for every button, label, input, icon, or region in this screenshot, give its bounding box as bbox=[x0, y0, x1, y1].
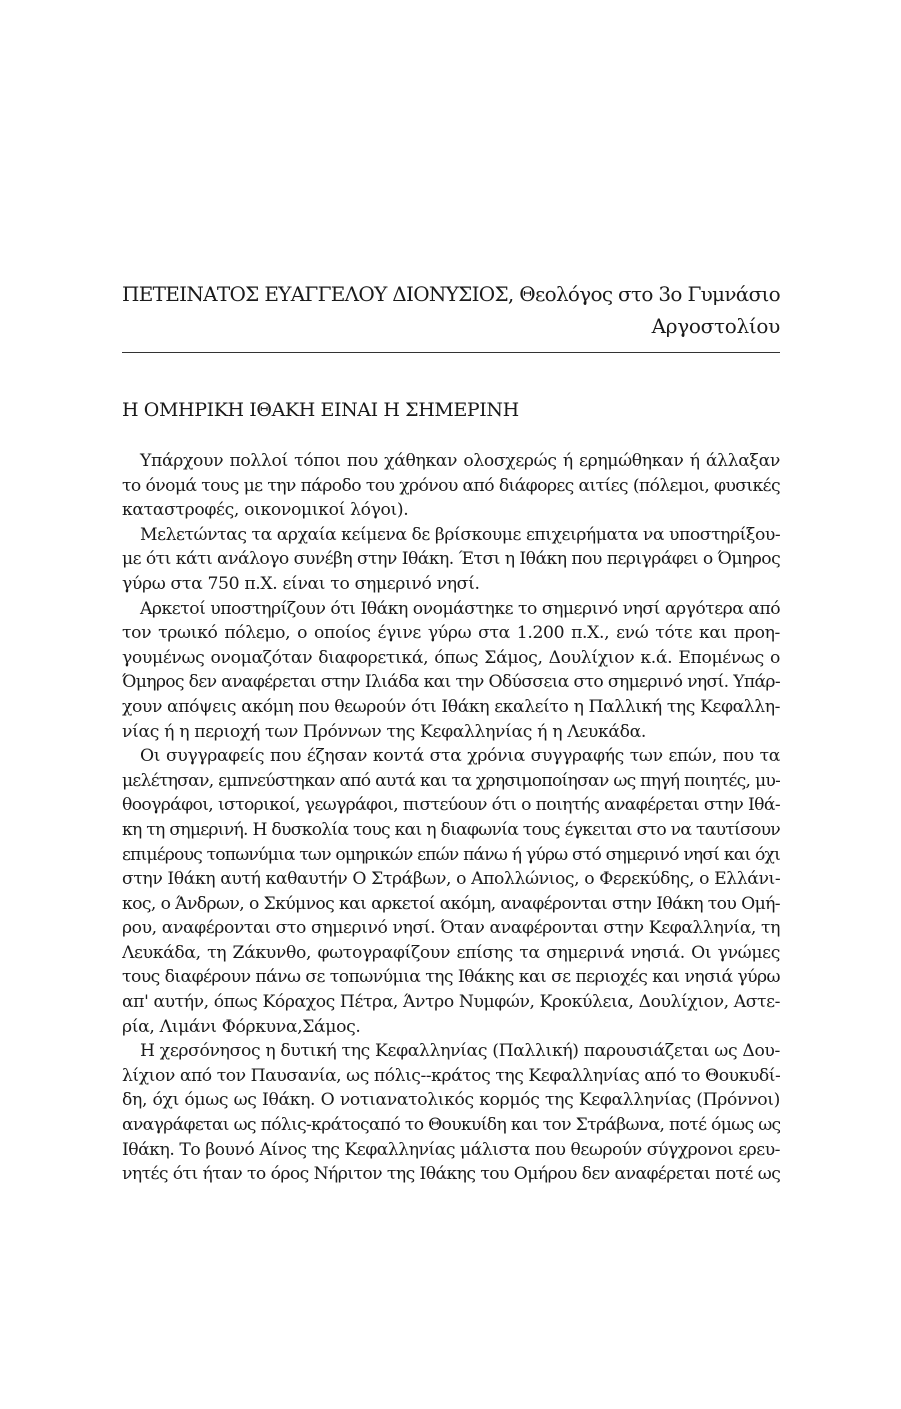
text-line: λίχιον από τον Παυσανία, ως πόλις--κράτος της Κεφαλληνίας από το Θουκυδί- bbox=[122, 1065, 780, 1086]
text-line: γύρω στα 750 π.Χ. είναι το σημερινό νησί. bbox=[122, 573, 480, 594]
text-line: ρία, Λιμάνι Φόρκυνα,Σάμος. bbox=[122, 1016, 361, 1037]
text-line: με ότι κάτι ανάλογο συνέβη στην Ιθάκη. Έτσι η Ιθάκη που περιγράφει ο Όμηρος bbox=[122, 549, 780, 570]
text-line: αναγράφεται ως πόλις-κράτοςαπό το Θουκυίδη και τον Στράβωνα, ποτέ όμως ως bbox=[122, 1115, 780, 1136]
text-line: Όμηρος δεν αναφέρεται στην Ιλιάδα και την Οδύσσεια στο σημερινό νησί. Υπάρ- bbox=[122, 672, 780, 693]
text-line: στην Ιθάκη αυτή καθαυτήν Ο Στράβων, ο Απολλώνιος, ο Φερεκύδης, ο Ελλάνι- bbox=[122, 869, 780, 890]
text-line: Αρκετοί υποστηρίζουν ότι Ιθάκη ονομάστηκε το σημερινό νησί αργότερα από bbox=[140, 598, 780, 619]
author-affiliation: Αργοστολίου bbox=[651, 314, 780, 338]
article-title: Η ΟΜΗΡΙΚΗ ΙΘΑΚΗ ΕΙΝΑΙ Η ΣΗΜΕΡΙΝΗ bbox=[122, 399, 519, 421]
text-line: Οι συγγραφείς που έζησαν κοντά στα χρόνια συγγραφής των επών, που τα bbox=[140, 746, 780, 767]
text-line: νητές ότι ήταν το όρος Νήριτον της Ιθάκης του Ομήρου δεν αναφέρεται ποτέ ως bbox=[122, 1164, 780, 1185]
text-line: Μελετώντας τα αρχαία κείμενα δε βρίσκουμε επιχειρήματα να υποστηρίξου- bbox=[140, 524, 780, 545]
document-page bbox=[122, 278, 780, 1187]
article-body bbox=[122, 449, 780, 1187]
text-line: γουμένως ονομαζόταν διαφορετικά, όπως Σάμος, Δουλίχιον κ.ά. Επομένως ο bbox=[122, 647, 780, 668]
header-divider bbox=[122, 352, 780, 353]
text-line: τον τρωικό πόλεμο, ο οποίος έγινε γύρω στα 1.200 π.Χ., ενώ τότε και προη- bbox=[122, 623, 780, 644]
text-line: τους διαφέρουν πάνω σε τοπωνύμια της Ιθάκης και σε περιοχές και νησιά γύρω bbox=[122, 967, 780, 988]
text-line: απ' αυτήν, όπως Κόραχος Πέτρα, Άντρο Νυμφών, Κροκύλεια, Δουλίχιον, Αστε- bbox=[122, 992, 780, 1013]
text-line: καταστροφές, οικονομικοί λόγοι). bbox=[122, 500, 409, 521]
text-line: το όνομά τους με την πάροδο του χρόνου από διάφορες αιτίες (πόλεμοι, φυσικές bbox=[122, 475, 780, 496]
text-line: μελέτησαν, εμπνεύστηκαν από αυτά και τα χρησιμοποίησαν ως πηγή ποιητές, μυ- bbox=[122, 770, 780, 791]
text-line: ρου, αναφέρονται στο σημερινό νησί. Όταν αναφέρονται στην Κεφαλληνία, τη bbox=[122, 918, 780, 939]
text-line: Η χερσόνησος η δυτική της Κεφαλληνίας (Παλλική) παρουσιάζεται ως Δου- bbox=[140, 1041, 780, 1062]
text-line: επιμέρους τοπωνύμια των ομηρικών επών πάνω ή γύρω στό σημερινό νησί και όχι bbox=[122, 844, 780, 865]
author-line: ΠΕΤΕΙΝΑΤΟΣ ΕΥΑΓΓΕΛΟΥ ΔΙΟΝΥΣΙΟΣ, Θεολόγος στο 3ο Γυμνάσιο bbox=[122, 282, 780, 306]
text-line: δη, όχι όμως ως Ιθάκη. Ο νοτιανατολικός κορμός της Κεφαλληνίας (Πρόννοι) bbox=[122, 1090, 780, 1111]
text-line: Υπάρχουν πολλοί τόποι που χάθηκαν ολοσχερώς ή ερημώθηκαν ή άλλαξαν bbox=[140, 451, 780, 471]
text-line: θοογράφοι, ιστορικοί, γεωγράφοι, πιστεύουν ότι ο ποιητής αναφέρεται στην Ιθά- bbox=[122, 795, 780, 816]
text-line: Ιθάκη. Το βουνό Αίνος της Κεφαλληνίας μάλιστα που θεωρούν σύγχρονοι ερευ- bbox=[122, 1139, 780, 1160]
text-line: Λευκάδα, τη Ζάκυνθο, φωτογραφίζουν επίσης τα σημερινά νησιά. Οι γνώμες bbox=[122, 942, 780, 963]
text-line: κη τη σημερινή. Η δυσκολία τους και η διαφωνία τους έγκειται στο να ταυτίσουν bbox=[122, 819, 780, 840]
text-line: κος, ο Άνδρων, ο Σκύμνος και αρκετοί ακόμη, αναφέρονται στην Ιθάκη του Ομή- bbox=[122, 893, 780, 914]
text-line: νίας ή η περιοχή των Πρόννων της Κεφαλληνίας ή η Λευκάδα. bbox=[122, 721, 647, 742]
text-line: χουν απόψεις ακόμη που θεωρούν ότι Ιθάκη εκαλείτο η Παλλική της Κεφαλλη- bbox=[122, 696, 780, 717]
